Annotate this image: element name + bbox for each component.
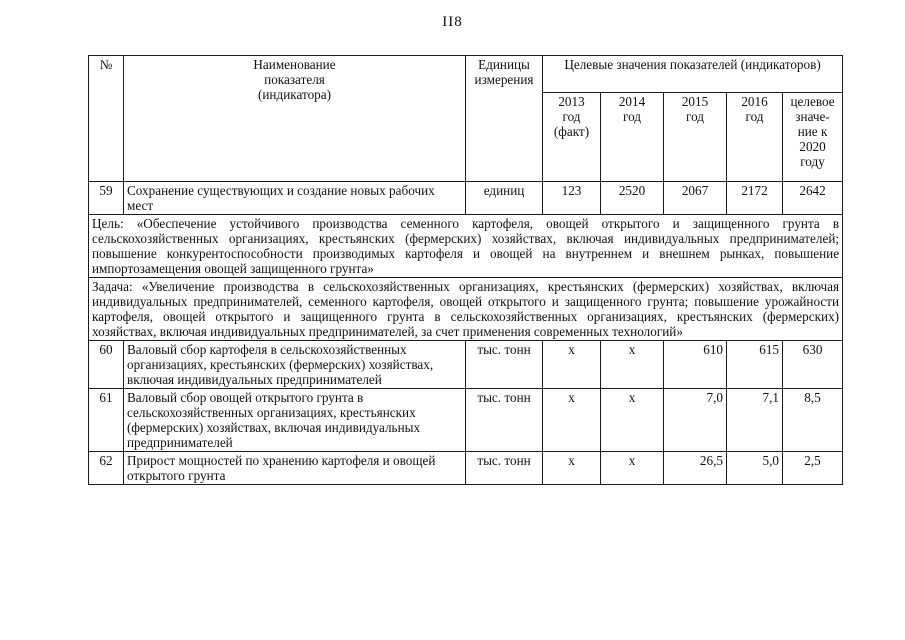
header-year-line: целевое — [790, 94, 835, 109]
row-value-2013: х — [543, 389, 601, 452]
task-text: Задача: «Увеличение производства в сельскохозяйственных организациях, крестьянских (фермерских) хозяйствах, включая индивидуальных предпринимателей, семенного картофеля, овощей открытого и защищенного грунта; повышение урожайности картофеля, овощей открытого и защищенного грунта в сельскохозяйственных организациях, крестьянских (фермерских) хозяйствах, включая индивидуальных предпринимателей, за счет применения современных технологий» — [89, 278, 843, 341]
table-row — [89, 182, 843, 215]
task-row — [89, 278, 843, 341]
row-value-2016: 5,0 — [727, 452, 783, 485]
header-year-2020-target — [783, 93, 843, 182]
row-value-2020: 2642 — [783, 182, 843, 215]
header-year-line: 2016 — [741, 94, 768, 109]
header-row-top — [89, 56, 843, 93]
header-year-line: 2020 — [799, 139, 826, 154]
header-col-units — [466, 56, 543, 182]
row-value-2016: 7,1 — [727, 389, 783, 452]
row-value-2015: 610 — [664, 341, 727, 389]
row-value-2020: 2,5 — [783, 452, 843, 485]
row-unit: тыс. тонн — [466, 452, 543, 485]
table-row — [89, 341, 843, 389]
header-col-no: № — [89, 56, 124, 182]
header-year-2014 — [601, 93, 664, 182]
header-year-line: год — [562, 109, 581, 124]
header-col-name — [124, 56, 466, 182]
row-number: 59 — [89, 182, 124, 215]
header-year-2013 — [543, 93, 601, 182]
header-col-targets: Целевые значения показателей (индикаторов) — [543, 56, 843, 93]
row-value-2014: х — [601, 341, 664, 389]
row-value-2013: 123 — [543, 182, 601, 215]
row-number: 62 — [89, 452, 124, 485]
header-year-line: год — [622, 109, 641, 124]
row-value-2020: 630 — [783, 341, 843, 389]
goal-row — [89, 215, 843, 278]
table-row — [89, 389, 843, 452]
header-year-line: год — [745, 109, 764, 124]
header-year-line: значе- — [795, 109, 830, 124]
header-year-2016 — [727, 93, 783, 182]
row-unit: тыс. тонн — [466, 341, 543, 389]
row-value-2014: х — [601, 452, 664, 485]
row-value-2020: 8,5 — [783, 389, 843, 452]
row-value-2016: 2172 — [727, 182, 783, 215]
row-indicator-name: Прирост мощностей по хранению картофеля и овощей открытого грунта — [124, 452, 466, 485]
row-value-2014: 2520 — [601, 182, 664, 215]
row-value-2015: 26,5 — [664, 452, 727, 485]
header-year-2015 — [664, 93, 727, 182]
row-unit: единиц — [466, 182, 543, 215]
header-col-name-line: показателя — [264, 72, 325, 87]
row-value-2016: 615 — [727, 341, 783, 389]
row-number: 60 — [89, 341, 124, 389]
row-value-2014: х — [601, 389, 664, 452]
header-year-line: 2015 — [681, 94, 709, 109]
page-number: II8 — [442, 14, 463, 30]
header-year-line: (факт) — [553, 124, 590, 139]
header-year-line: 2014 — [618, 94, 646, 109]
row-value-2013: х — [543, 452, 601, 485]
table-row — [89, 452, 843, 485]
row-indicator-name: Валовый сбор овощей открытого грунта в сельскохозяйственных организациях, крестьянских (фермерских) хозяйствах, включая индивидуальных предпринимателей — [124, 389, 466, 452]
goal-text: Цель: «Обеспечение устойчивого производства семенного картофеля, овощей открытого и защищенного грунта в сельскохозяйственных организациях, крестьянских (фермерских) хозяйствах, включая индивидуальных предпринимателей; повышение конкурентоспособности производимых картофеля и овощей на внутреннем и внешнем рынках, повышение импортозамещения овощей защищенного грунта» — [89, 215, 843, 278]
row-indicator-name: Валовый сбор картофеля в сельскохозяйственных организациях, крестьянских (фермерских) хозяйствах, включая индивидуальных предпринимателей — [124, 341, 466, 389]
header-year-line: год — [685, 109, 704, 124]
row-value-2015: 7,0 — [664, 389, 727, 452]
row-unit: тыс. тонн — [466, 389, 543, 452]
row-number: 61 — [89, 389, 124, 452]
header-col-units-line: Единицы — [478, 57, 530, 72]
row-value-2015: 2067 — [664, 182, 727, 215]
header-year-line: году — [800, 154, 825, 169]
header-year-line: ние к — [797, 124, 828, 139]
row-value-2013: х — [543, 341, 601, 389]
header-col-name-line: (индикатора) — [257, 87, 331, 102]
header-col-name-line: Наименование — [253, 57, 336, 72]
header-col-units-line: измерения — [474, 72, 534, 87]
row-indicator-name: Сохранение существующих и создание новых рабочих мест — [124, 182, 466, 215]
indicators-table — [88, 55, 843, 485]
header-year-line: 2013 — [558, 94, 585, 109]
